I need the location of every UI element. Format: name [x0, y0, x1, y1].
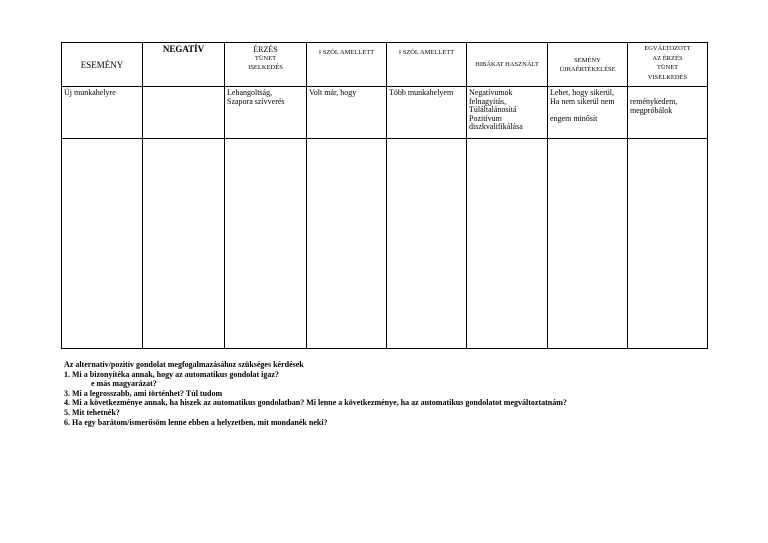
cell-hibakat-line5: diszkvalifikálása — [469, 122, 523, 132]
question-6: 6. Ha egy barátom/ismerősöm lenne ebben a helyzetben, mit mondanék neki? — [64, 417, 328, 427]
header-semeny-line2: ÚJRAÉRTÉKELÉSE — [559, 65, 616, 73]
table-row-empty — [62, 139, 708, 349]
cell-esemeny: Új munkahelyre — [62, 87, 143, 139]
cell-egvaltozott — [628, 87, 708, 139]
cell-szol-2: Több munkahelyem — [387, 87, 467, 139]
header-row — [62, 43, 708, 87]
empty-cell — [143, 139, 225, 349]
header-semeny-line1: SEMÉNY — [574, 56, 601, 64]
cell-negativ — [143, 87, 225, 139]
header-esemeny: ESEMÉNY — [62, 43, 143, 87]
cell-erzes-line1: Lehangoltság, — [227, 88, 273, 97]
question-4: 4. Mi a következménye annak, ha hiszek az automatikus gondolatban? Mi lenne a következménye, ha az automatikus gondolatot megváltoztatnám? — [64, 398, 567, 408]
questions-heading: Az alternatív/pozitív gondolat megfogalmazásához szükséges kérdések — [64, 360, 304, 369]
question-1: 1. Mi a bizonyítéka annak, hogy az automatikus gondolat igaz? — [64, 369, 279, 379]
cell-semeny-line3: engem minősít — [550, 114, 598, 124]
header-egv-line3: TÜNET — [656, 64, 679, 71]
empty-cell — [387, 139, 467, 349]
question-1b: e más magyarázat? — [91, 379, 157, 389]
empty-cell — [307, 139, 387, 349]
header-negativ: NEGATÍV — [143, 43, 225, 87]
table-row — [62, 87, 708, 139]
cell-semeny-line1: Lehet, hogy sikerül, — [550, 88, 614, 97]
header-erzes — [225, 43, 307, 87]
header-erzes-line1: ÉRZÉS — [253, 45, 278, 54]
cell-semeny — [548, 87, 628, 139]
question-5: 5. Mit tehetnék? — [64, 407, 120, 417]
cell-hibakat — [467, 87, 548, 139]
header-egv-line2: AZ ÉRZÉS — [652, 54, 683, 62]
empty-cell — [467, 139, 548, 349]
cell-szol-1: Volt már, hogy — [307, 87, 387, 139]
cell-hibakat-line3: Túláltalánosítá — [469, 105, 517, 115]
cell-erzes — [225, 87, 307, 139]
empty-cell — [225, 139, 307, 349]
header-semeny — [548, 43, 628, 87]
cell-erzes-line2: Szapora szívverés — [227, 96, 285, 106]
cell-hibakat-line2: felnagyítás, — [469, 96, 507, 106]
cell-semeny-line2: Ha nem sikerül nem — [550, 96, 615, 106]
empty-cell — [62, 139, 143, 349]
header-erzes-line2: TÜNET — [254, 55, 277, 62]
header-szol-2: I SZÓL AMELLETT — [387, 43, 467, 87]
header-szol-1: I SZÓL AMELLETT — [307, 43, 387, 87]
cell-hibakat-line4: Pozitívum — [469, 113, 502, 123]
empty-cell — [548, 139, 628, 349]
thought-record-table — [61, 42, 708, 349]
questions-block — [64, 360, 714, 427]
header-erzes-line3: ISELKEDÉS — [248, 64, 283, 71]
header-egvaltozott — [628, 43, 708, 87]
cell-hibakat-line1: Negatívumok — [469, 88, 513, 97]
cell-egv-line2: megpróbálok — [630, 105, 673, 115]
question-3: 3. Mi a legrosszabb, ami történhet? Túl tudom — [64, 388, 223, 398]
header-egv-line4: VISELKEDÉS — [647, 73, 688, 81]
header-hibakat: HIBÁKAT HASZNÁLT — [467, 43, 548, 87]
header-egv-line1: EGVÁLTOZOTT — [644, 45, 691, 52]
cell-egv-line1: reménykedem, — [630, 97, 678, 106]
empty-cell — [628, 139, 708, 349]
